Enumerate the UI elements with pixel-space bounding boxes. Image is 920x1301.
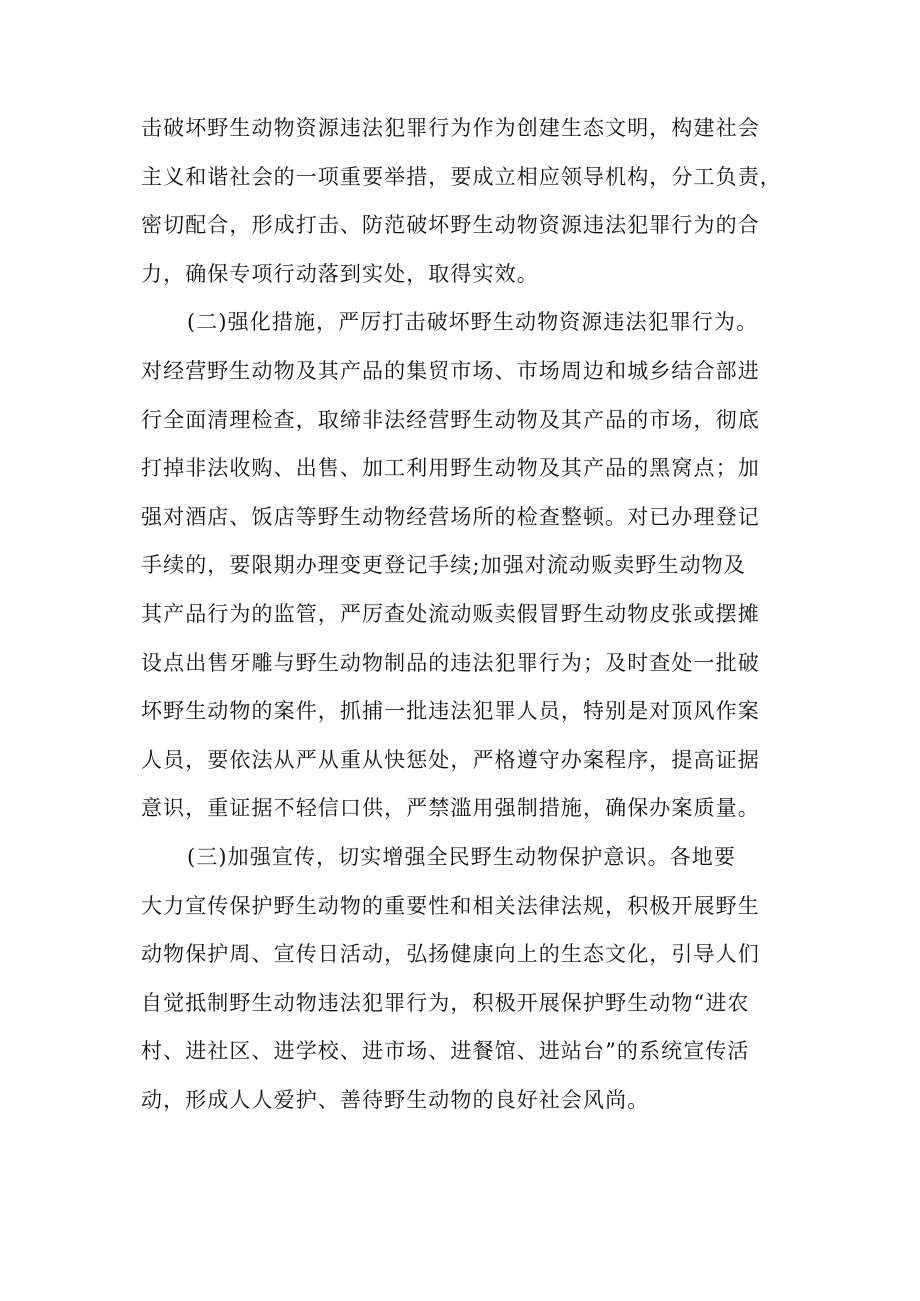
document-body	[141, 104, 801, 1124]
text-line: 设点出售牙雕与野生动物制品的违法犯罪行为；及时查处一批破	[141, 650, 760, 675]
text-line: 行全面清理检查，取缔非法经营野生动物及其产品的市场，彻底	[141, 407, 760, 432]
text-line: 人员，要依法从严从重从快惩处，严格遵守办案程序，提高证据	[141, 747, 760, 772]
text-line: 击破坏野生动物资源违法犯罪行为作为创建生态文明，构建社会	[141, 116, 760, 140]
text-line: 强对酒店、饭店等野生动物经营场所的检查整顿。对已办理登记	[141, 504, 760, 529]
text-line: 密切配合，形成打击、防范破坏野生动物资源违法犯罪行为的合	[141, 213, 760, 238]
text-line: 动，形成人人爱护、善待野生动物的良好社会风尚。	[141, 1087, 650, 1112]
text-line: 大力宣传保护野生动物的重要性和相关法律法规，积极开展野生	[141, 893, 760, 918]
text-line: 手续的，要限期办理变更登记手续;加强对流动贩卖野生动物及	[141, 553, 746, 578]
section-heading-line: (二)强化措施，严厉打击破坏野生动物资源违法犯罪行为。	[187, 310, 759, 335]
text-line: 自觉抵制野生动物违法犯罪行为，积极开展保护野生动物“进农	[141, 990, 750, 1015]
text-line: 主义和谐社会的一项重要举措，要成立相应领导机构，分工负责，	[141, 164, 782, 189]
text-line: 力，确保专项行动落到实处，取得实效。	[141, 261, 539, 286]
text-line: 打掉非法收购、出售、加工利用野生动物及其产品的黑窝点；加	[141, 456, 760, 481]
text-line: 坏野生动物的案件，抓捕一批违法犯罪人员，特别是对顶风作案	[141, 699, 760, 724]
text-line: 动物保护周、宣传日活动，弘扬健康向上的生态文化，引导人们	[141, 942, 760, 967]
text-line: 对经营野生动物及其产品的集贸市场、市场周边和城乡结合部进	[141, 358, 760, 383]
text-line: 意识，重证据不轻信口供，严禁滥用强制措施，确保办案质量。	[141, 796, 760, 821]
text-line: 其产品行为的监管，严厉查处流动贩卖假冒野生动物皮张或摆摊	[141, 601, 760, 626]
section-heading-line: (三)加强宣传，切实增强全民野生动物保护意识。各地要	[187, 844, 736, 869]
text-line: 村、进社区、进学校、进市场、进餐馆、进站台”的系统宣传活	[141, 1039, 750, 1064]
